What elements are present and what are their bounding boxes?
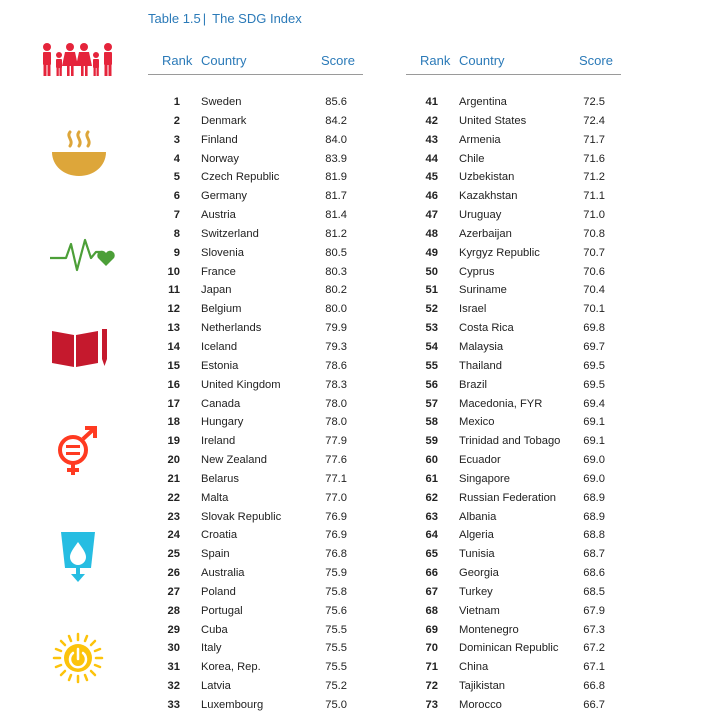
rank-cell: 8 [173,227,180,240]
country-cell: Albania [459,510,497,523]
table-row [406,397,621,416]
country-cell: Algeria [459,529,494,542]
sun-power-icon [52,632,104,684]
rank-cell: 15 [167,359,180,372]
country-cell: Montenegro [459,623,519,636]
rank-cell: 50 [425,265,438,278]
score-cell: 75.5 [325,661,347,674]
rank-cell: 24 [167,529,180,542]
score-cell: 70.1 [583,303,605,316]
rank-cell: 71 [425,661,438,674]
score-cell: 75.9 [325,567,347,580]
score-cell: 78.3 [325,378,347,391]
country-cell: Kyrgyz Republic [459,246,540,259]
table-row [148,415,363,434]
table-header [406,52,621,75]
country-cell: Portugal [201,604,243,617]
country-cell: Uzbekistan [459,171,515,184]
country-header: Country [459,53,505,68]
table-number: Table 1.5 [148,11,201,26]
table-row [406,491,621,510]
table-row [406,302,621,321]
score-cell: 76.8 [325,548,347,561]
table-row [148,227,363,246]
rank-header: Rank [420,53,451,68]
score-cell: 69.1 [583,435,605,448]
heartbeat-icon [48,230,116,274]
score-cell: 71.1 [583,190,605,203]
score-cell: 84.2 [325,114,347,127]
score-cell: 69.1 [583,416,605,429]
score-cell: 75.5 [325,623,347,636]
score-cell: 70.8 [583,227,605,240]
country-cell: Latvia [201,680,231,693]
rank-cell: 54 [425,340,438,353]
table-row [406,660,621,679]
table-body [406,95,621,717]
score-cell: 77.1 [325,472,347,485]
rank-cell: 65 [425,548,438,561]
table-row [148,604,363,623]
score-cell: 67.3 [583,623,605,636]
table-row [406,453,621,472]
country-cell: Vietnam [459,604,500,617]
country-cell: Azerbaijan [459,227,512,240]
score-cell: 67.1 [583,661,605,674]
country-cell: Netherlands [201,322,262,335]
rank-cell: 17 [167,397,180,410]
score-cell: 81.4 [325,209,347,222]
score-cell: 75.0 [325,699,347,711]
country-cell: Spain [201,548,230,561]
table-row [406,189,621,208]
score-cell: 76.9 [325,529,347,542]
country-cell: Turkey [459,585,493,598]
country-cell: Switzerland [201,227,259,240]
country-cell: Malta [201,491,229,504]
water-glass-icon [58,530,98,584]
rank-cell: 55 [425,359,438,372]
book-pencil-icon [50,325,110,369]
table-row [406,679,621,698]
table-row [148,189,363,208]
table-row [406,623,621,642]
country-cell: Macedonia, FYR [459,397,543,410]
table-row [148,359,363,378]
country-cell: Japan [201,284,232,297]
table-row [148,547,363,566]
score-cell: 78.0 [325,397,347,410]
country-cell: Morocco [459,699,502,711]
score-cell: 68.7 [583,548,605,561]
table-body [148,95,363,717]
score-cell: 78.0 [325,416,347,429]
rank-cell: 32 [167,680,180,693]
rank-cell: 3 [173,133,180,146]
rank-cell: 25 [167,548,180,561]
table-row [406,585,621,604]
table-row [148,208,363,227]
score-cell: 70.6 [583,265,605,278]
country-cell: Denmark [201,114,247,127]
table-row [148,491,363,510]
country-cell: United States [459,114,527,127]
score-cell: 75.8 [325,585,347,598]
table-row [148,566,363,585]
score-cell: 78.6 [325,359,347,372]
score-cell: 75.5 [325,642,347,655]
country-cell: Cuba [201,623,228,636]
table-row [148,623,363,642]
country-cell: Suriname [459,284,507,297]
country-cell: Costa Rica [459,322,514,335]
table-row [406,114,621,133]
rank-cell: 47 [425,209,438,222]
rank-header: Rank [162,53,193,68]
score-header: Score [321,53,355,68]
table-row [406,208,621,227]
table-row [148,698,363,717]
country-cell: Thailand [459,359,502,372]
country-cell: Ecuador [459,454,501,467]
table-row [148,302,363,321]
rank-cell: 56 [425,378,438,391]
table-row [148,528,363,547]
country-cell: Israel [459,303,487,316]
rank-cell: 28 [167,604,180,617]
rank-cell: 45 [425,171,438,184]
score-cell: 69.5 [583,359,605,372]
rank-cell: 31 [167,661,180,674]
table-row [148,170,363,189]
rank-cell: 68 [425,604,438,617]
table-row [406,434,621,453]
table-row [406,698,621,717]
country-cell: Luxembourg [201,699,264,711]
table-row [148,265,363,284]
country-cell: Estonia [201,359,239,372]
table-row [406,340,621,359]
table-row [148,397,363,416]
country-cell: United Kingdom [201,378,281,391]
rank-cell: 26 [167,567,180,580]
country-cell: Tajikistan [459,680,506,693]
table-row [148,641,363,660]
table-row [148,340,363,359]
country-cell: Dominican Republic [459,642,559,655]
score-cell: 84.0 [325,133,347,146]
table-row [406,321,621,340]
country-cell: New Zealand [201,454,267,467]
country-cell: Singapore [459,472,511,485]
table-row [148,679,363,698]
country-cell: Germany [201,190,248,203]
rank-cell: 41 [425,96,438,108]
rank-cell: 1 [173,96,180,108]
country-cell: Australia [201,567,245,580]
score-cell: 80.0 [325,303,347,316]
table-row [148,510,363,529]
rank-cell: 6 [173,190,180,203]
score-cell: 68.5 [583,585,605,598]
score-cell: 69.7 [583,340,605,353]
score-cell: 69.5 [583,378,605,391]
rank-cell: 57 [425,397,438,410]
country-cell: Canada [201,397,241,410]
rank-cell: 42 [425,114,438,127]
table-row [406,359,621,378]
table-row [406,641,621,660]
rank-cell: 13 [167,322,180,335]
rank-cell: 29 [167,623,180,636]
score-cell: 81.2 [325,227,347,240]
rank-cell: 4 [173,152,180,165]
table-row [406,472,621,491]
country-cell: Norway [201,152,239,165]
country-cell: Kazakhstan [459,190,518,203]
table-row [406,246,621,265]
country-cell: Czech Republic [201,171,280,184]
rank-cell: 62 [425,491,438,504]
table-row [148,95,363,114]
score-cell: 68.8 [583,529,605,542]
rank-cell: 58 [425,416,438,429]
country-cell: Austria [201,209,236,222]
gender-equality-icon [55,426,103,478]
rank-cell: 43 [425,133,438,146]
country-cell: France [201,265,236,278]
score-cell: 75.6 [325,604,347,617]
rank-cell: 73 [425,699,438,711]
rank-cell: 22 [167,491,180,504]
country-cell: Tunisia [459,548,495,561]
score-cell: 77.0 [325,491,347,504]
country-cell: Chile [459,152,485,165]
score-cell: 77.6 [325,454,347,467]
table-row [406,283,621,302]
table-row [406,95,621,114]
rank-cell: 12 [167,303,180,316]
table-row [406,415,621,434]
table-header [148,52,363,75]
country-cell: Croatia [201,529,238,542]
score-header: Score [579,53,613,68]
score-cell: 71.0 [583,209,605,222]
score-cell: 69.0 [583,454,605,467]
rank-cell: 14 [167,340,180,353]
rank-cell: 16 [167,378,180,391]
table-row [148,434,363,453]
score-cell: 80.3 [325,265,347,278]
country-cell: Hungary [201,416,244,429]
score-cell: 77.9 [325,435,347,448]
score-cell: 66.8 [583,680,605,693]
score-cell: 81.7 [325,190,347,203]
rank-cell: 67 [425,585,438,598]
table-row [148,585,363,604]
country-header: Country [201,53,247,68]
score-cell: 71.7 [583,133,605,146]
rank-cell: 23 [167,510,180,523]
table-row [148,472,363,491]
country-cell: China [459,661,489,674]
rank-cell: 60 [425,454,438,467]
rank-cell: 72 [425,680,438,693]
score-cell: 67.9 [583,604,605,617]
table-row [406,170,621,189]
score-cell: 83.9 [325,152,347,165]
rank-cell: 63 [425,510,438,523]
score-cell: 80.5 [325,246,347,259]
family-icon [40,42,116,78]
country-cell: Slovak Republic [201,510,282,523]
score-cell: 85.6 [325,96,347,108]
rank-cell: 21 [167,472,180,485]
rank-cell: 11 [168,284,180,297]
score-cell: 69.8 [583,322,605,335]
table-caption [148,11,302,26]
score-cell: 80.2 [325,284,347,297]
rank-cell: 59 [425,435,438,448]
rank-cell: 48 [425,227,438,240]
rank-cell: 66 [425,567,438,580]
table-row [148,246,363,265]
table-row [148,321,363,340]
rank-cell: 10 [167,265,180,278]
rank-cell: 9 [173,246,180,259]
table-row [148,133,363,152]
table-row [406,547,621,566]
table-row [406,227,621,246]
country-cell: Korea, Rep. [201,661,261,674]
country-cell: Cyprus [459,265,495,278]
country-cell: Sweden [201,96,242,108]
country-cell: Brazil [459,378,487,391]
table-row [406,528,621,547]
table-row [148,114,363,133]
country-cell: Poland [201,585,236,598]
country-cell: Malaysia [459,340,504,353]
score-cell: 70.7 [583,246,605,259]
country-cell: Argentina [459,96,507,108]
score-cell: 69.0 [583,472,605,485]
score-cell: 71.6 [583,152,605,165]
table-row [148,378,363,397]
score-cell: 71.2 [583,171,605,184]
table-row [148,660,363,679]
table-row [148,283,363,302]
table-title: The SDG Index [212,11,302,26]
score-cell: 70.4 [583,284,605,297]
country-cell: Uruguay [459,209,502,222]
rank-cell: 52 [425,303,438,316]
country-cell: Mexico [459,416,495,429]
country-cell: Ireland [201,435,236,448]
rank-cell: 20 [167,454,180,467]
rank-cell: 2 [173,114,180,127]
country-cell: Armenia [459,133,501,146]
table-row [406,378,621,397]
rank-cell: 70 [425,642,438,655]
table-row [406,566,621,585]
country-cell: Iceland [201,340,238,353]
score-cell: 68.6 [583,567,605,580]
table-row [406,133,621,152]
country-cell: Slovenia [201,246,244,259]
score-cell: 79.3 [325,340,347,353]
rank-cell: 19 [167,435,180,448]
table-row [148,453,363,472]
rank-cell: 30 [167,642,180,655]
rank-cell: 69 [425,623,438,636]
score-cell: 67.2 [583,642,605,655]
score-cell: 69.4 [583,397,605,410]
rank-cell: 33 [167,699,180,711]
ranking-table-left [148,52,363,711]
score-cell: 79.9 [325,322,347,335]
rank-cell: 18 [167,416,180,429]
country-cell: Trinidad and Tobago [459,435,561,448]
table-row [406,510,621,529]
country-cell: Italy [201,642,222,655]
rank-cell: 7 [173,209,180,222]
ranking-table-right [406,52,621,711]
rank-cell: 46 [425,190,438,203]
rank-cell: 49 [425,246,438,259]
country-cell: Georgia [459,567,499,580]
score-cell: 76.9 [325,510,347,523]
score-cell: 68.9 [583,510,605,523]
rank-cell: 44 [425,152,438,165]
score-cell: 72.4 [583,114,605,127]
score-cell: 75.2 [325,680,347,693]
score-cell: 72.5 [583,96,605,108]
table-row [406,265,621,284]
rank-cell: 53 [425,322,438,335]
caption-separator: | [202,11,207,26]
table-row [148,152,363,171]
rank-cell: 64 [425,529,438,542]
rank-cell: 27 [167,585,180,598]
score-cell: 68.9 [583,491,605,504]
country-cell: Belarus [201,472,239,485]
rank-cell: 5 [173,171,180,184]
score-cell: 81.9 [325,171,347,184]
table-row [406,604,621,623]
country-cell: Belgium [201,303,242,316]
food-bowl-icon [50,128,108,180]
rank-cell: 51 [425,284,438,297]
country-cell: Finland [201,133,238,146]
table-row [406,152,621,171]
rank-cell: 61 [425,472,438,485]
country-cell: Russian Federation [459,491,557,504]
score-cell: 66.7 [583,699,605,711]
